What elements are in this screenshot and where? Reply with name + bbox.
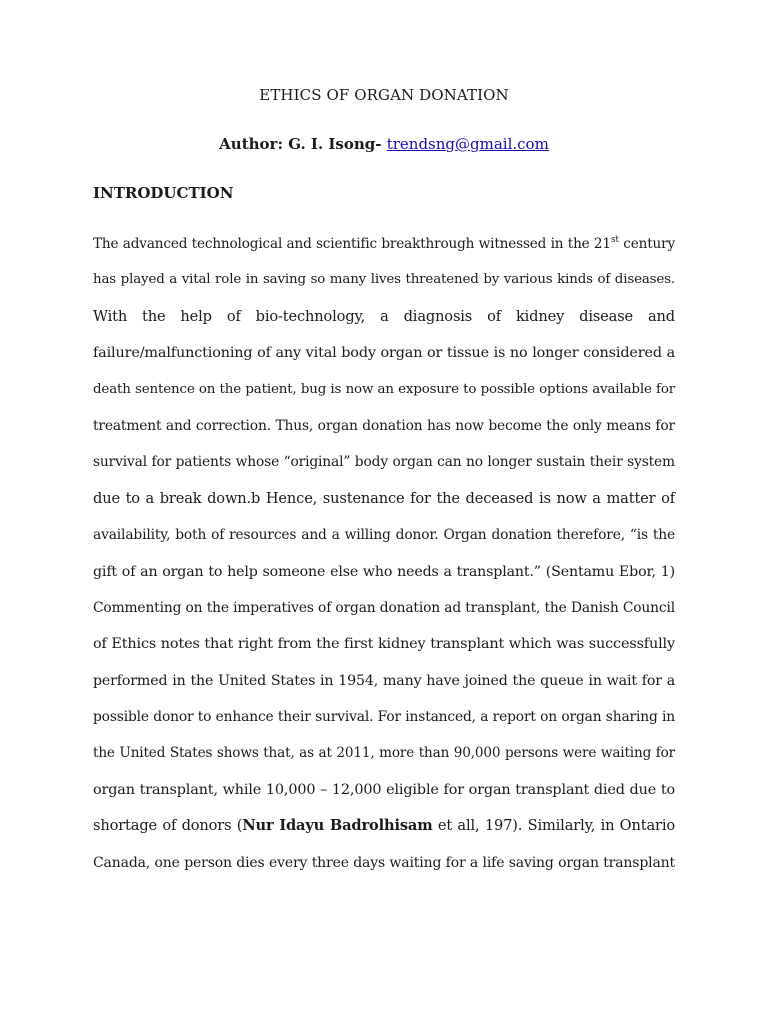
paragraph-line: of Ethics notes that right from the first kidney transplant which was successfully	[93, 636, 675, 653]
paragraph-line: With the help of bio-technology, a diagnosis of kidney disease and	[93, 307, 675, 325]
ordinal-superscript: st	[610, 235, 619, 245]
line-text: The advanced technological and scientific breakthrough witnessed in the 21	[93, 236, 611, 252]
paragraph-line: the United States shows that, as at 2011, more than 90,000 persons were waiting for	[93, 745, 675, 762]
line-text: shortage of donors (	[93, 817, 243, 835]
author-name: Author: G. I. Isong-	[219, 135, 387, 153]
body-paragraph	[93, 226, 675, 881]
paragraph-line: gift of an organ to help someone else who needs a transplant.” (Sentamu Ebor, 1)	[93, 563, 675, 580]
paragraph-line: possible donor to enhance their survival. For instanced, a report on organ sharing in	[93, 709, 675, 726]
cited-author-name: Nur Idayu Badrolhisam	[242, 817, 433, 835]
paragraph-line: survival for patients whose “original” body organ can no longer sustain their system	[93, 454, 675, 471]
paragraph-line: organ transplant, while 10,000 – 12,000 eligible for organ transplant died due to	[93, 781, 675, 798]
paragraph-line: has played a vital role in saving so many lives threatened by various kinds of diseases.	[93, 272, 675, 288]
paragraph-line: failure/malfunctioning of any vital body organ or tissue is no longer considered a	[93, 345, 675, 362]
paragraph-line: availability, both of resources and a willing donor. Organ donation therefore, “is the	[93, 527, 675, 544]
author-email-link[interactable]: trendsng@gmail.com	[386, 135, 549, 153]
author-line	[0, 135, 768, 153]
document-title: ETHICS OF ORGAN DONATION	[259, 86, 509, 104]
paragraph-line: due to a break down.b Hence, sustenance for the deceased is now a matter of	[93, 489, 675, 507]
section-heading: INTRODUCTION	[93, 184, 234, 202]
paragraph-line: death sentence on the patient, bug is now an exposure to possible options available for	[93, 381, 675, 397]
paragraph-line: treatment and correction. Thus, organ donation has now become the only means for	[93, 417, 675, 434]
paragraph-line: Commenting on the imperatives of organ donation ad transplant, the Danish Council	[93, 599, 675, 616]
line-text: et all, 197). Similarly, in Ontario	[432, 817, 675, 835]
paragraph-line: Canada, one person dies every three days waiting for a life saving organ transplant	[93, 854, 675, 871]
paragraph-line: performed in the United States in 1954, many have joined the queue in wait for a	[93, 672, 675, 689]
paragraph-line	[93, 808, 675, 844]
paragraph-line	[93, 226, 675, 262]
line-text: century	[618, 236, 675, 252]
